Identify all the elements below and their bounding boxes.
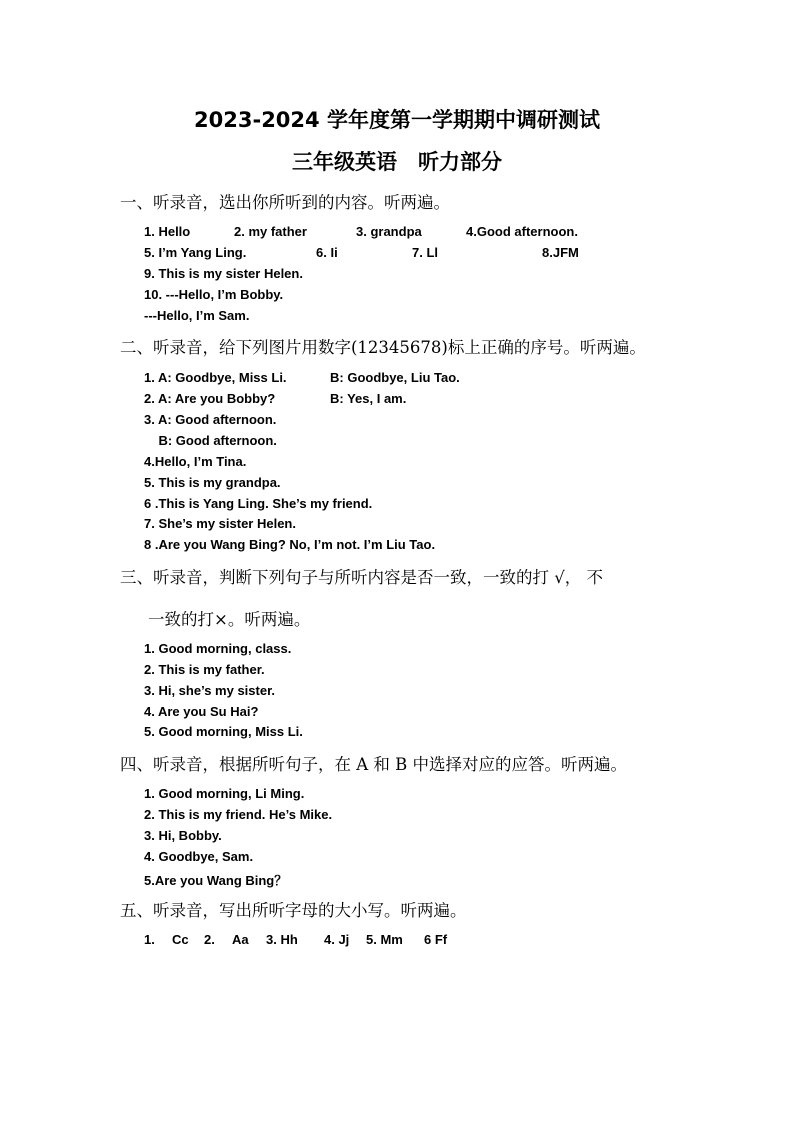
list-item: 1.	[144, 932, 155, 947]
list-item: 2.	[204, 932, 215, 947]
list-item: 5. Mm	[366, 932, 403, 947]
list-item: 5. I’m Yang Ling.	[144, 245, 247, 260]
list-item: Aa	[232, 932, 249, 947]
list-item: 5.Are you Wang Bing？	[144, 873, 288, 888]
list-item: 10. ---Hello, I’m Bobby.	[144, 287, 284, 302]
list-item: 2. This is my father.	[144, 662, 265, 677]
list-item: 6 .This is Yang Ling. She’s my friend.	[144, 496, 373, 511]
list-item: 2. my father	[234, 224, 307, 239]
list-item: 4.Good afternoon.	[466, 224, 578, 239]
list-item: 6 Ff	[424, 932, 448, 947]
list-item: 3. Hi, Bobby.	[144, 828, 222, 843]
list-item: 7. Ll	[412, 245, 439, 260]
list-item: 2. This is my friend. He’s Mike.	[144, 807, 333, 822]
list-item: Cc	[172, 932, 189, 947]
list-item: 3. A: Good afternoon.	[144, 412, 277, 427]
list-item: ---Hello, I’m Sam.	[144, 308, 250, 323]
section-3-heading: 三、听录音，判断下列句子与所听内容是否一致，一致的打 √， 不	[120, 568, 604, 587]
list-item: 1. A: Goodbye, Miss Li.	[144, 370, 287, 385]
section-1-heading: 一、听录音，选出你所听到的内容。听两遍。	[120, 193, 450, 212]
list-item: 5. This is my grandpa.	[144, 475, 281, 490]
section-5-heading: 五、听录音，写出所听字母的大小写。听两遍。	[120, 901, 467, 920]
list-item: B: Goodbye, Liu Tao.	[330, 370, 460, 385]
list-item: 4. Goodbye, Sam.	[144, 849, 254, 864]
section-2-heading: 二、听录音，给下列图片用数字(12345678)标上正确的序号。听两遍。	[120, 338, 646, 357]
section-4-heading: 四、听录音，根据所听句子，在 A 和 B 中选择对应的应答。听两遍。	[120, 755, 628, 774]
list-item: 3. Hi, she’s my sister.	[144, 683, 276, 698]
list-item: 1. Good morning, class.	[144, 641, 292, 656]
list-item: 3. grandpa	[356, 224, 422, 239]
list-item: B: Yes, I am.	[330, 391, 407, 406]
list-item: 4. Are you Su Hai?	[144, 704, 259, 719]
list-item: 1. Good morning, Li Ming.	[144, 786, 305, 801]
section-3-heading-continued: 一致的打×。听两遍。	[148, 610, 311, 629]
list-item: B: Good afternoon.	[144, 433, 277, 448]
list-item: 8 .Are you Wang Bing? No, I’m not. I’m Liu Tao.	[144, 537, 436, 552]
section-5-letters	[144, 932, 448, 1082]
page-title: 2023-2024 学年度第一学期期中调研测试	[194, 108, 600, 132]
list-item: 7. She’s my sister Helen.	[144, 516, 296, 531]
list-item: 5. Good morning, Miss Li.	[144, 724, 303, 739]
list-item: 9. This is my sister Helen.	[144, 266, 303, 281]
list-item: 3. Hh	[266, 932, 298, 947]
list-item: 4.Hello, I’m Tina.	[144, 454, 247, 469]
list-item: 4. Jj	[324, 932, 350, 947]
page-subtitle: 三年级英语 听力部分	[292, 150, 502, 174]
list-item: 2. A: Are you Bobby?	[144, 391, 276, 406]
list-item: 1. Hello	[144, 224, 191, 239]
list-item: 8.JFM	[542, 245, 579, 260]
list-item: 6. Ii	[316, 245, 338, 260]
